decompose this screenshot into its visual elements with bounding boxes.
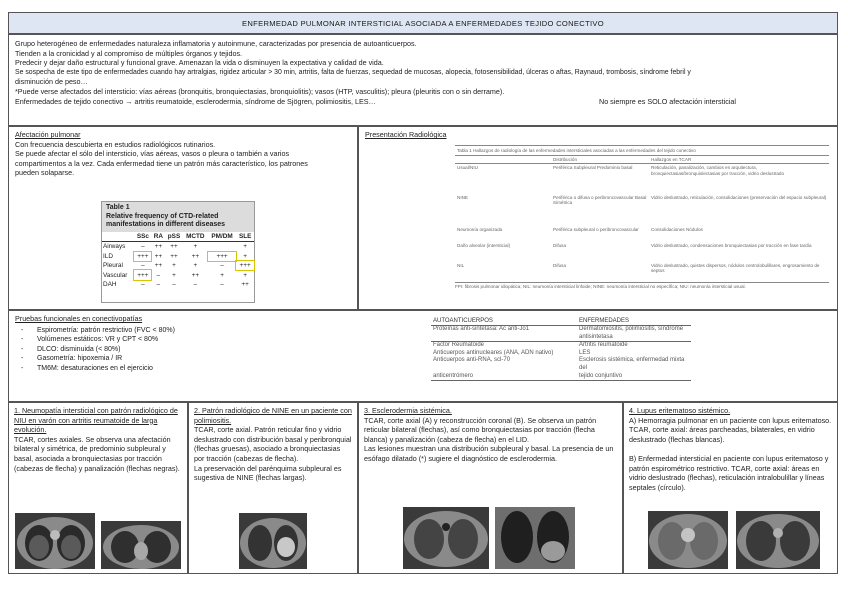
table-row xyxy=(431,326,691,342)
case-2-panel xyxy=(188,402,358,574)
table-cell: ++ xyxy=(191,252,200,260)
list-item: - DLCO: disminuida (< 80%) xyxy=(37,345,831,355)
table-cell: +++ xyxy=(208,252,236,261)
table-cell: Artritis reumatoide xyxy=(577,342,691,350)
table-cell: – xyxy=(156,271,161,279)
intro-line: Tienden a la cronicidad y al compromiso de múltiples órganos y tejidos. xyxy=(15,48,243,58)
table-cell: – xyxy=(141,280,145,288)
table-cell: tejido conjuntivo xyxy=(579,372,623,379)
table-cell: – xyxy=(193,280,198,288)
section-heading: Pruebas funcionales en conectivopatías xyxy=(15,314,143,323)
list-item: - Espirometría: patrón restrictivo (FVC < 80%) xyxy=(37,326,831,336)
table-cell: – xyxy=(141,243,145,251)
table-cell: ++ xyxy=(154,262,163,270)
ct-image xyxy=(15,513,95,569)
table-cell: Periférica Subpleural Predominio basal xyxy=(553,165,633,170)
table-cell: + xyxy=(193,262,198,270)
table-cell: ++ xyxy=(241,280,249,288)
table-cell: + xyxy=(243,252,248,260)
antibody-table xyxy=(431,317,691,381)
table-cell: – xyxy=(156,280,161,288)
table-cell xyxy=(208,242,236,252)
table-cell: + xyxy=(193,243,198,251)
ct-image xyxy=(101,521,181,569)
table-cell: Usual/NIU xyxy=(457,165,478,170)
table-header: AUTOANTICUERPOS xyxy=(431,317,577,326)
table-cell: + xyxy=(243,243,248,251)
table-row xyxy=(102,242,254,252)
page-title: ENFERMEDAD PULMONAR INTERSTICIAL ASOCIADA A ENFERMEDADES TEJIDO CONECTIVO xyxy=(8,12,838,34)
table-cell: – xyxy=(220,262,224,270)
table-cell: DAH xyxy=(103,280,117,288)
table-row xyxy=(102,252,254,261)
table-row xyxy=(455,262,829,282)
table-cell: LES xyxy=(579,349,591,356)
table-cell: ++ xyxy=(170,243,178,251)
table-cell: Periférica subpleural o peribroncovascular xyxy=(553,226,639,232)
table-cell: anticentrómero xyxy=(433,372,474,379)
case-title: 2. Patrón radiológico de NINE en un paciente con polimiositis. xyxy=(194,406,352,425)
table-cell: Difusa xyxy=(553,262,567,268)
table-header: Distribución xyxy=(551,156,649,164)
table-cell: ++ xyxy=(154,243,163,251)
table-row xyxy=(102,261,254,270)
table-cell: Vascular xyxy=(103,271,128,279)
intro-line: Predecir y dejar daño estructural y funcional grave. Amenazan la vida o disminuyen la expectativa y calidad de vida. xyxy=(15,58,384,68)
afectacion-line: Se puede afectar el sólo del intersticio, vías aéreas, vasos o pleura o también a varios xyxy=(15,149,290,159)
table-cell: Vidrio deslustrado, reticulación, consolidaciones (preservación del espacio subpleural) xyxy=(651,194,827,200)
section-heading: Presentación Radiológica xyxy=(365,130,447,139)
intro-line: Grupo heterogéneo de enfermedades naturaleza inflamatoria y autoinmune, caracterizadas por presencia de autoanticuerpos. xyxy=(15,39,417,48)
ct-image xyxy=(239,513,307,569)
table-row xyxy=(431,350,691,358)
case-title: 4. Lupus eritematoso sistémico. xyxy=(629,406,731,415)
table-cell: +++ xyxy=(134,270,151,279)
ct-image xyxy=(403,507,489,569)
radiologica-section xyxy=(358,126,838,310)
afectacion-line: pueden solaparse. xyxy=(15,168,75,178)
table-header: SLE xyxy=(236,232,254,242)
table-header: pSS xyxy=(165,232,183,242)
case-title: 1. Neumopatía intersticial con patrón radiológico de NIU en varón con artritis reumatoide de larga evolución. xyxy=(14,406,178,435)
case-body: TCAR, cortes axiales. Se observa una afectación bilateral y simétrica, de predominio subpleural y basal, asociada a bronquiectasias por tracción (cabezas de flecha) y panalización (flechas negras). xyxy=(14,434,180,473)
table-row xyxy=(455,242,829,262)
section-heading: Afectación pulmonar xyxy=(15,130,81,139)
table-cell: – xyxy=(141,262,145,270)
table-row xyxy=(431,357,691,372)
table-subtitle: Relative frequency of CTD-related manifestations in different diseases xyxy=(106,212,226,229)
table-cell: ++ xyxy=(170,252,178,260)
intro-line: Se sospecha de este tipo de enfermedades cuando hay artralgias, rigidez articular > 30 min, artritis, falta de fuerzas, sequedad de mucosas, alopecia, fotosensibilidad, úlceras o aftas, Raynaud, trombosis, síndrome febril y xyxy=(15,68,691,76)
table-cell: Anticuerpos antinucleares (ANA, ADN nativo) xyxy=(433,349,554,356)
case-4-panel xyxy=(623,402,838,574)
table-cell: NIL xyxy=(457,262,465,268)
table-header xyxy=(455,156,551,164)
ct-image xyxy=(648,511,728,569)
list-item: - TM6M: desaturaciones en el ejercicio xyxy=(37,364,831,374)
table-header: RA xyxy=(151,232,165,242)
intro-line: Enfermedades de tejido conectivo → artritis reumatoide, esclerodermia, síndrome de Sjögren, polimiositis, LES… xyxy=(15,96,376,106)
table-cell: Airways xyxy=(103,243,126,251)
table-cell: +++ xyxy=(134,252,151,261)
case-title: 3. Esclerodermia sistémica. xyxy=(364,406,452,415)
table-title: Table 1 xyxy=(106,204,130,211)
table-cell: +++ xyxy=(236,261,254,270)
table-cell: Periférica o difusa o peribroncovascular Basal Simétrica xyxy=(553,194,647,206)
table-header: PM/DM xyxy=(208,232,236,242)
table-cell: Reticulación, panalización, cambios en arquitectura, bronquiectasias/bronquiolectasias por tracción, vidrio deslustrado xyxy=(651,165,785,176)
afectacion-line: Con frecuencia descubierta en estudios radiológicos rutinarios. xyxy=(15,139,216,149)
table-header: Hallazgos en TCAR xyxy=(649,156,829,164)
table-cell: Consolidaciones Nódulos xyxy=(651,226,703,232)
table-cell: + xyxy=(220,271,224,279)
poster xyxy=(8,12,838,574)
table-cell: ++ xyxy=(191,271,200,279)
table-cell: – xyxy=(220,280,224,288)
table-header xyxy=(102,232,134,242)
case-1-panel xyxy=(8,402,188,574)
table-cell: ++ xyxy=(154,252,163,260)
table-header: MCTD xyxy=(183,232,208,242)
table-row xyxy=(431,342,691,350)
pruebas-section xyxy=(8,310,838,402)
table-cell: Dermatomiositis, polimiositis, síndrome antisintetasa xyxy=(579,326,684,340)
case-body: TCAR, corte axial (A) y reconstrucción coronal (B). Se observa un patrón reticular bilateral (flechas), así como bronquiectasias por tracción (flecha blanca) y panalización (cabeza de flecha) en el LID. Las lesiones muestran una distribución subpleural y basal. La presencia de un esófago dilatado (*) sugiere el diagnóstico de esclerodermia. xyxy=(364,415,614,463)
table-cell: Vidrio deslustrado, quistes dispersos, nódulos centrolobulillares, engrosamiento de septos xyxy=(651,262,820,274)
table-cell: + xyxy=(243,271,248,279)
intro-line: disminución de peso… xyxy=(15,77,88,87)
radiology-table xyxy=(455,145,829,306)
table-cell: Proteínas anti-sintetasa: Ac anti-Jo1 xyxy=(433,326,530,332)
afectacion-line: compartimentos a la vez. Cada enfermedad tiene un patrón más característico, los patrones xyxy=(15,158,308,168)
table-cell: + xyxy=(172,271,176,279)
table-row xyxy=(431,373,691,381)
table-row xyxy=(455,164,829,194)
table-cell: NINE xyxy=(457,194,468,200)
table-cell: Anticuerpos anti-RNA, scl-70 xyxy=(433,357,511,364)
table-row xyxy=(102,270,254,279)
table-cell: Difusa xyxy=(553,242,567,248)
case-body: A) Hemorragia pulmonar en un paciente con lupus eritematoso. TCAR, corte axial: áreas parcheadas, bilaterales, en vidrio deslustrado (flechas blancas). B) Enfermedad intersticial en paciente con lupus eritematoso y patrón espirométrico restrictivo. TCAR, corte axial: áreas en vidrio deslustrado (flechas), reticulación intralobulillar y líneas septales (círculo). xyxy=(629,415,832,492)
table-caption: Tabla 1 Hallazgos de radiología de las enfermedades intersticiales asociadas a las enfermedades del tejido conectivo xyxy=(455,146,829,156)
table-footnote: FPI: fibrosis pulmonar idiopática; NIL: neumonía intersticial linfoide; NINE: neumonía intersticial no específica; NIU: neumonía intersticial usual. xyxy=(455,282,829,290)
table-row xyxy=(455,194,829,226)
table-row xyxy=(102,280,254,289)
intro-section xyxy=(8,34,838,126)
list-item: - Volúmenes estáticos: VR y CPT < 80% xyxy=(37,335,831,345)
table-cell: + xyxy=(172,262,176,270)
list-item: - Gasometría: hipoxemia / IR xyxy=(37,354,831,364)
case-body: TCAR, corte axial. Patrón reticular fino y vidrio deslustrado con distribución basal y peribronquial (flechas gruesas), asociado a bronquiectasias por tracción (cabezas de flecha). La preservación del parénquima subpleural es sugestiva de NINE (flechas largas). xyxy=(194,425,352,483)
table-cell: Neumonía organizada xyxy=(457,226,503,232)
table-cell: Factor Reumatoide xyxy=(431,342,577,350)
table-cell: Daño alveolar (intersticial) xyxy=(457,242,511,248)
case-3-panel xyxy=(358,402,623,574)
table-cell: Pleural xyxy=(103,262,123,270)
intro-note: No siempre es SOLO afectación intersticial xyxy=(599,96,737,106)
pruebas-list xyxy=(15,326,831,374)
ctd-frequency-table xyxy=(101,201,255,303)
table-cell: Vidrio deslustrado, condensaciones bronquiectasias por tracción en fase tardía xyxy=(651,242,812,248)
table-row xyxy=(455,226,829,242)
ct-image xyxy=(736,511,820,569)
table-cell: Esclerosis sistémica, enfermedad mixta del xyxy=(579,357,685,371)
afectacion-section xyxy=(8,126,358,310)
intro-line: *Puede verse afectados del intersticio: vías aéreas (bronquitis, bronquiectasias, bronquiolitis); vasos (HTP, vasculitis); pleura (pleuritis con o sin derrame). xyxy=(15,86,505,96)
table-header: SSc xyxy=(134,232,151,242)
table-header: ENFERMEDADES xyxy=(577,317,691,326)
ct-image xyxy=(495,507,575,569)
table-cell: ILD xyxy=(103,252,113,260)
table-cell: – xyxy=(172,280,176,288)
